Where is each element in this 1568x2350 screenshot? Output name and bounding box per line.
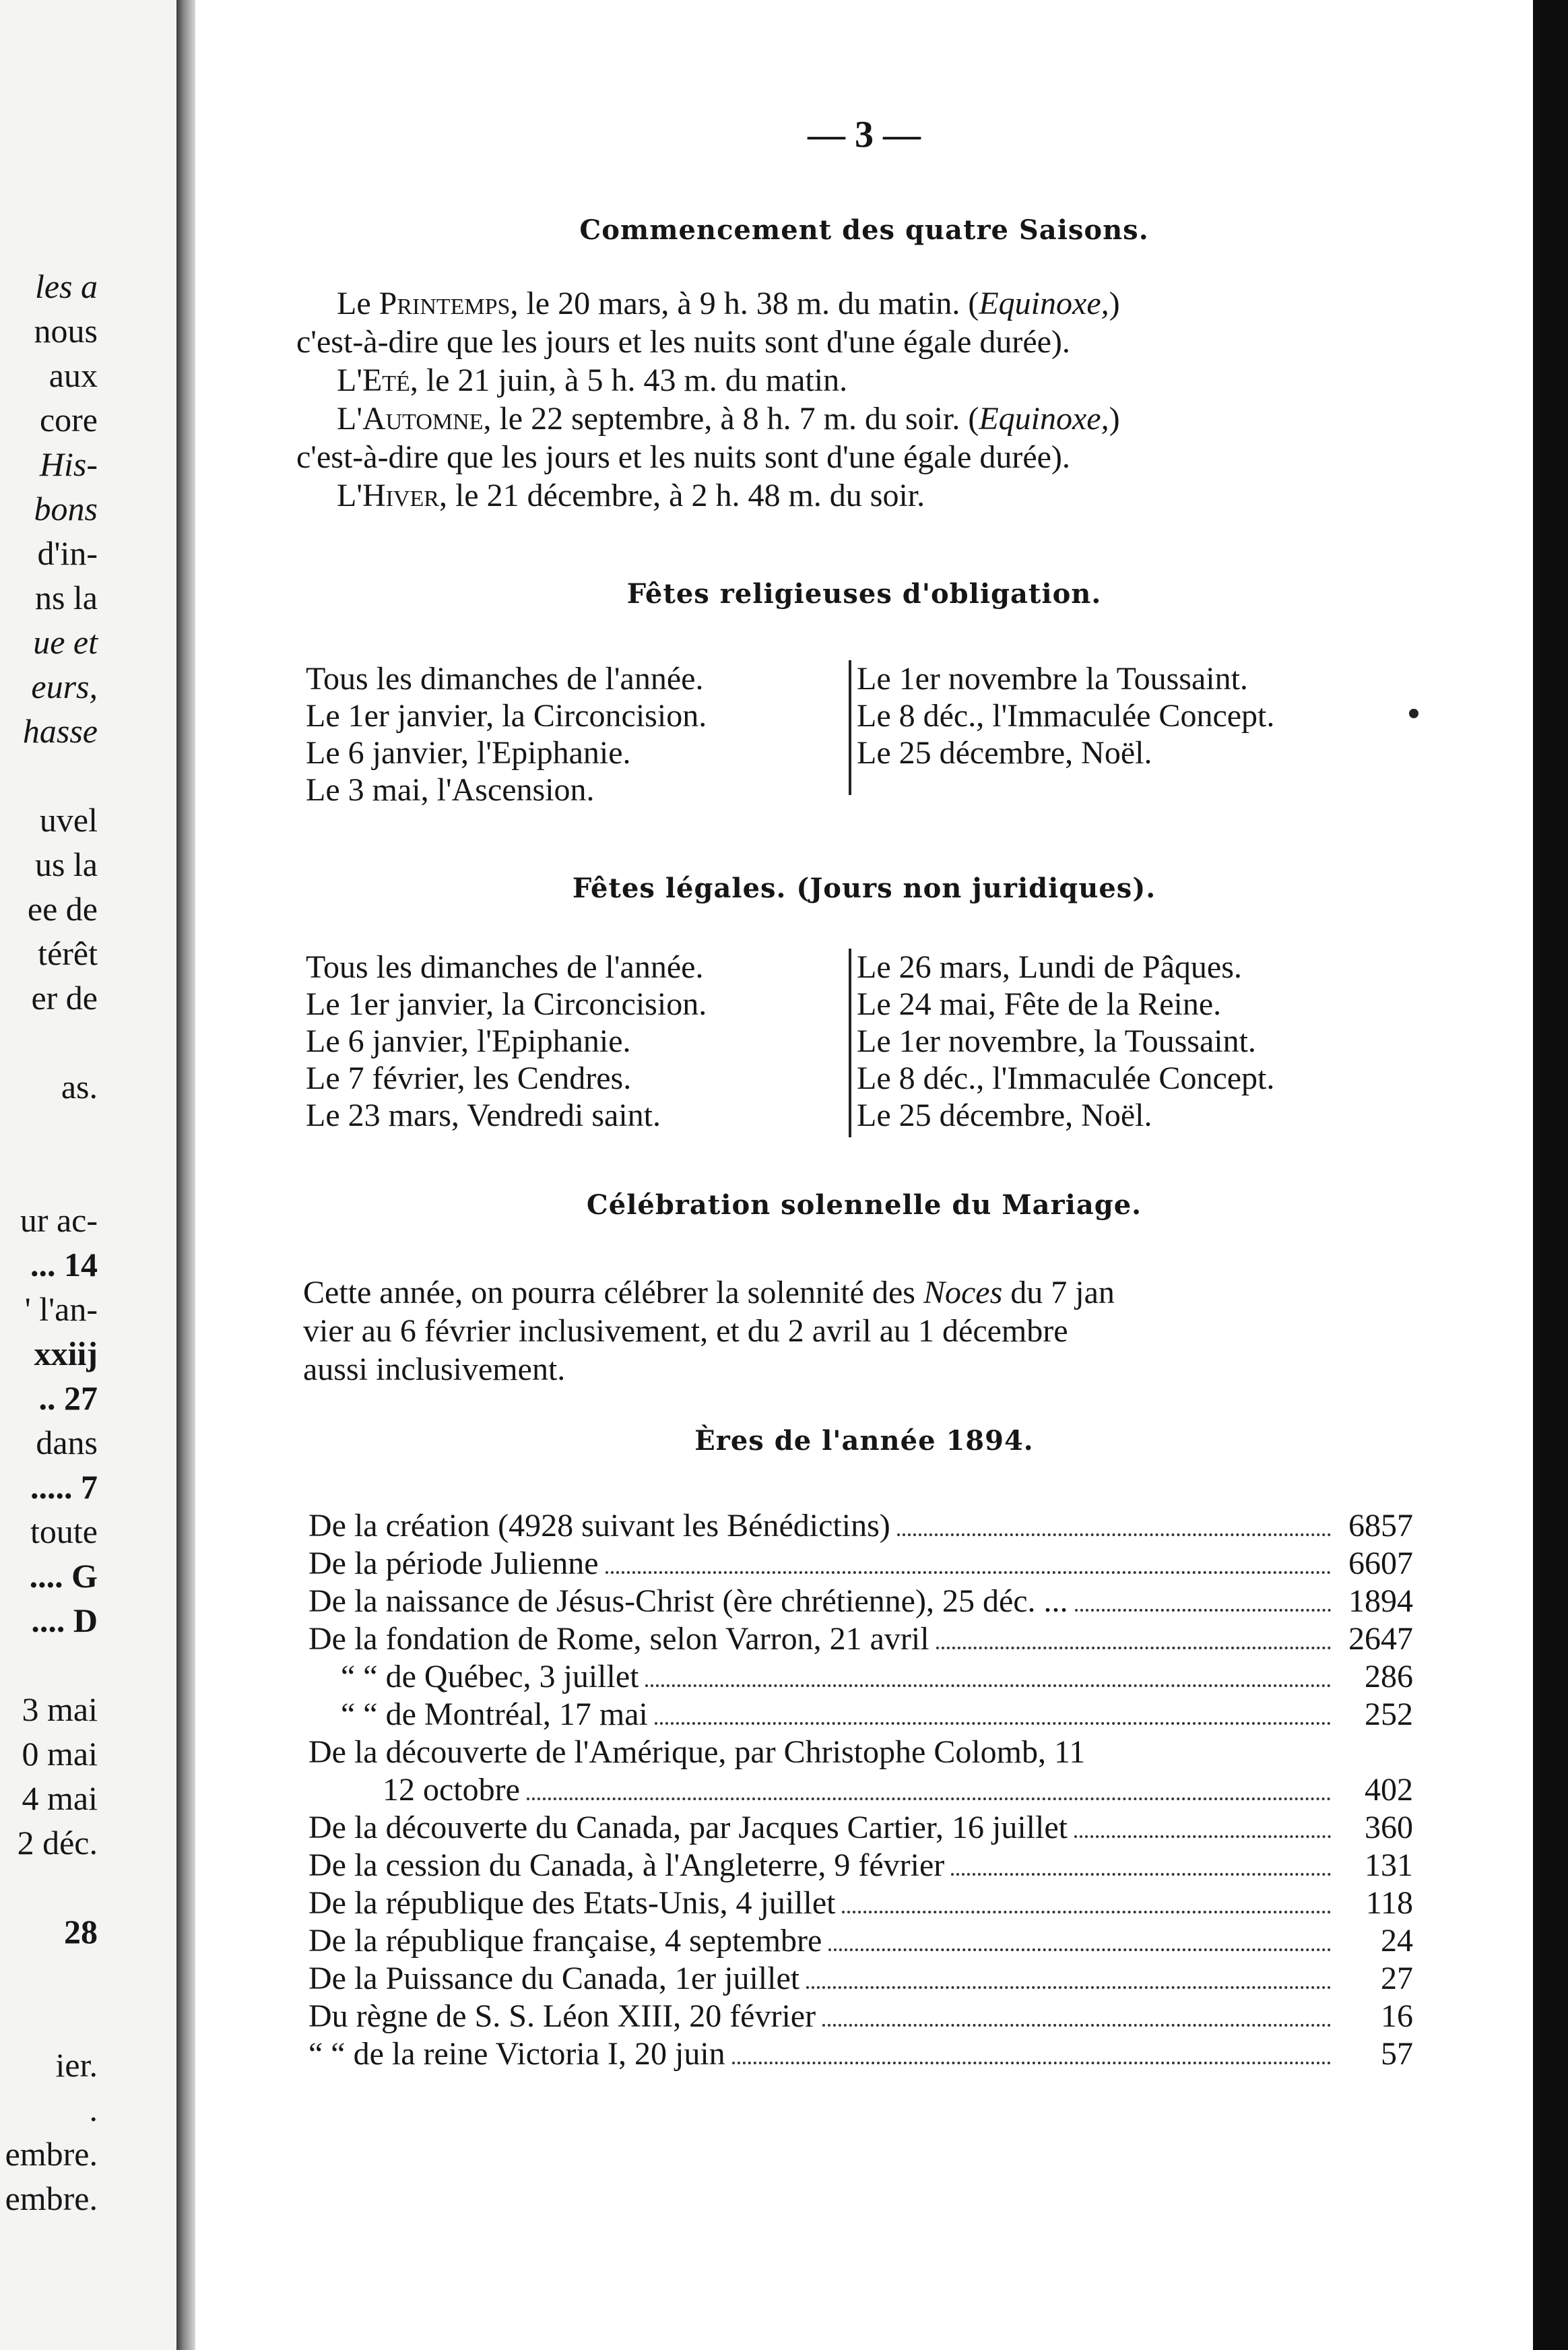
- text-run: L': [337, 362, 362, 398]
- dot-leader: [951, 1873, 1331, 1876]
- era-row: [308, 1620, 1413, 1658]
- era-year-count: 1894: [1348, 1583, 1413, 1619]
- legales-right-column: [849, 949, 1274, 1137]
- era-label: De la période Julienne: [308, 1546, 599, 1581]
- era-year-count: 118: [1365, 1885, 1413, 1921]
- book-gutter: [176, 0, 195, 2350]
- era-row: [308, 1922, 1413, 1960]
- era-label: “ “ de Québec, 3 juillet: [341, 1659, 639, 1694]
- era-year-count: 6607: [1348, 1546, 1413, 1581]
- dot-leader: [806, 1986, 1331, 1989]
- dot-leader: [645, 1684, 1331, 1687]
- era-row: [308, 1507, 1413, 1545]
- era-row: [308, 2035, 1413, 2073]
- margin-dot: [1409, 709, 1418, 718]
- era-year-count: 131: [1365, 1847, 1413, 1883]
- text-run: Eté: [362, 362, 410, 398]
- feast-item: Le 25 décembre, Noël.: [857, 735, 1152, 771]
- text-line: [296, 323, 1401, 361]
- feast-item: Tous les dimanches de l'année.: [306, 661, 704, 697]
- feast-item: Le 23 mars, Vendredi saint.: [306, 1098, 661, 1133]
- facing-page-line: ur ac-: [20, 1201, 98, 1239]
- dot-leader: [1074, 1835, 1331, 1838]
- text-run: c'est-à-dire que les jours et les nuits sont d'une égale durée).: [296, 439, 1070, 475]
- facing-page-line: as.: [61, 1068, 98, 1106]
- era-year-count: 6857: [1348, 1508, 1413, 1544]
- facing-page-line: er de: [31, 979, 98, 1017]
- text-line: [296, 400, 1401, 438]
- text-run: Hiver: [362, 478, 439, 513]
- text-line: [296, 284, 1401, 323]
- text-run: Automne: [362, 401, 484, 437]
- text-run: , le 21 décembre, à 2 h. 48 m. du soir.: [438, 478, 925, 513]
- facing-page-line: uvel: [39, 801, 98, 839]
- facing-page-line: ..... 7: [30, 1468, 98, 1506]
- dot-leader: [828, 1948, 1331, 1951]
- facing-page-line: d'in-: [37, 534, 98, 572]
- text-run: Equinoxe,: [979, 286, 1109, 321]
- facing-page-line: us la: [34, 846, 98, 883]
- era-year-count: 402: [1365, 1772, 1413, 1808]
- facing-page-line: ier.: [55, 2046, 98, 2084]
- text-run: Le: [337, 286, 379, 321]
- era-row: [308, 1734, 1413, 1771]
- text-run: ): [1109, 401, 1120, 437]
- feast-item: Le 24 mai, Fête de la Reine.: [857, 986, 1222, 1022]
- era-row: [308, 1658, 1413, 1696]
- facing-page-line: ue et: [33, 623, 98, 661]
- feast-item: Le 1er janvier, la Circoncision.: [306, 986, 707, 1022]
- text-run: L': [337, 478, 362, 513]
- seasons-paragraph: [296, 284, 1401, 515]
- era-year-count: 360: [1365, 1810, 1413, 1845]
- facing-page-line: ee de: [27, 890, 98, 928]
- dot-leader: [655, 1722, 1331, 1725]
- facing-page-line: .... G: [29, 1557, 98, 1595]
- era-year-count: 24: [1381, 1923, 1413, 1959]
- facing-page-line: 3 mai: [22, 1690, 98, 1728]
- feast-item: Le 3 mai, l'Ascension.: [306, 772, 595, 808]
- legales-heading: Fêtes légales. (Jours non juridiques).: [572, 872, 1156, 904]
- seasons-heading: Commencement des quatre Saisons.: [579, 214, 1149, 246]
- obligation-left-column: [306, 660, 707, 808]
- era-label: Du règne de S. S. Léon XIII, 20 février: [308, 1998, 816, 2034]
- text-run: Noces: [923, 1275, 1003, 1310]
- feast-item: Tous les dimanches de l'année.: [306, 949, 704, 985]
- text-line: [303, 1312, 1394, 1350]
- text-run: L': [337, 401, 362, 437]
- obligation-heading: Fêtes religieuses d'obligation.: [626, 578, 1102, 610]
- eres-heading: Ères de l'année 1894.: [694, 1425, 1034, 1457]
- feast-item: Le 1er novembre, la Toussaint.: [857, 1023, 1256, 1059]
- era-row: [308, 1960, 1413, 1998]
- era-row: [308, 1884, 1413, 1922]
- text-run: , le 21 juin, à 5 h. 43 m. du matin.: [410, 362, 848, 398]
- facing-page-line: toute: [30, 1513, 98, 1550]
- mariage-heading: Célébration solennelle du Mariage.: [586, 1189, 1142, 1221]
- feast-item: Le 8 déc., l'Immaculée Concept.: [857, 698, 1275, 734]
- facing-page-fragment: [0, 0, 185, 2350]
- era-row: [308, 1545, 1413, 1583]
- facing-page-line: dans: [36, 1424, 98, 1461]
- feast-item: Le 1er novembre la Toussaint.: [857, 661, 1248, 697]
- facing-page-line: embre.: [5, 2180, 98, 2217]
- era-label: “ “ de la reine Victoria I, 20 juin: [308, 2036, 725, 2072]
- facing-page-line: .: [89, 2091, 98, 2128]
- dot-leader: [1075, 1609, 1331, 1612]
- era-label: De la Puissance du Canada, 1er juillet: [308, 1961, 800, 1996]
- text-run: c'est-à-dire que les jours et les nuits sont d'une égale durée).: [296, 324, 1070, 360]
- facing-page-line: hasse: [22, 712, 98, 750]
- facing-page-line: aux: [48, 356, 98, 394]
- era-label: De la création (4928 suivant les Bénédictins): [308, 1508, 890, 1544]
- facing-page-line: 2 déc.: [17, 1824, 98, 1862]
- facing-page-line: 28: [64, 1913, 98, 1950]
- era-row: [308, 1809, 1413, 1847]
- feast-item: Le 26 mars, Lundi de Pâques.: [857, 949, 1242, 985]
- text-run: , le 20 mars, à 9 h. 38 m. du matin. (: [510, 286, 979, 321]
- feast-item: Le 1er janvier, la Circoncision.: [306, 698, 707, 734]
- feast-item: Le 7 février, les Cendres.: [306, 1060, 632, 1096]
- era-label: De la fondation de Rome, selon Varron, 21 avril: [308, 1621, 929, 1657]
- facing-page-line: ' l'an-: [24, 1290, 98, 1328]
- text-line: [296, 438, 1401, 476]
- text-run: vier au 6 février inclusivement, et du 2 avril au 1 décembre: [303, 1313, 1068, 1349]
- text-line: [296, 361, 1401, 400]
- text-run: Cette année, on pourra célébrer la solennité des: [303, 1275, 923, 1310]
- text-run: aussi inclusivement.: [303, 1352, 566, 1387]
- scan-edge: [1533, 0, 1568, 2350]
- era-label: De la naissance de Jésus-Christ (ère chrétienne), 25 déc. ...: [308, 1583, 1068, 1619]
- feast-item: Le 25 décembre, Noël.: [857, 1098, 1152, 1133]
- facing-page-line: .. 27: [38, 1379, 98, 1417]
- era-row: [308, 1998, 1413, 2035]
- dot-leader: [822, 2024, 1331, 2027]
- era-year-count: 57: [1381, 2036, 1413, 2072]
- era-row: [308, 1771, 1413, 1809]
- text-line: [303, 1350, 1394, 1389]
- facing-page-line: bons: [34, 490, 98, 528]
- dot-leader: [897, 1533, 1331, 1536]
- era-label: “ “ de Montréal, 17 mai: [341, 1696, 648, 1732]
- text-run: du 7 jan: [1002, 1275, 1115, 1310]
- text-line: [296, 476, 1401, 515]
- facing-page-line: 4 mai: [22, 1779, 98, 1817]
- facing-page-line: core: [39, 401, 98, 439]
- facing-page-line: ns la: [34, 579, 98, 616]
- facing-page-line: xxiij: [34, 1335, 98, 1372]
- text-run: Equinoxe,: [979, 401, 1109, 437]
- facing-page-line: 0 mai: [22, 1735, 98, 1773]
- dot-leader: [842, 1911, 1331, 1913]
- feast-item: Le 6 janvier, l'Epiphanie.: [306, 1023, 631, 1059]
- mariage-paragraph: [303, 1273, 1394, 1389]
- facing-page-line: nous: [34, 312, 98, 350]
- text-run: ): [1109, 286, 1120, 321]
- page-number: — 3 —: [808, 114, 921, 156]
- era-year-count: 27: [1381, 1961, 1413, 1996]
- era-label: 12 octobre: [383, 1772, 520, 1808]
- era-row: [308, 1847, 1413, 1884]
- text-line: [303, 1273, 1394, 1312]
- era-year-count: 286: [1365, 1659, 1413, 1694]
- text-run: Printemps: [379, 286, 511, 321]
- eres-table: [308, 1507, 1413, 2073]
- facing-page-line: .... D: [31, 1601, 98, 1639]
- dot-leader: [732, 2062, 1331, 2064]
- text-run: , le 22 septembre, à 8 h. 7 m. du soir. (: [483, 401, 979, 437]
- dot-leader: [606, 1571, 1332, 1574]
- era-row: [308, 1696, 1413, 1734]
- legales-left-column: [306, 949, 707, 1134]
- facing-page-line: embre.: [5, 2135, 98, 2173]
- feast-item: Le 6 janvier, l'Epiphanie.: [306, 735, 631, 771]
- almanac-page: [195, 0, 1533, 2350]
- facing-page-line: térêt: [38, 934, 98, 972]
- era-label: De la république des Etats-Unis, 4 juillet: [308, 1885, 836, 1921]
- feast-item: Le 8 déc., l'Immaculée Concept.: [857, 1060, 1275, 1096]
- era-row: [308, 1583, 1413, 1620]
- era-year-count: 16: [1381, 1998, 1413, 2034]
- facing-page-line: eurs,: [31, 668, 98, 705]
- facing-page-line: ... 14: [30, 1246, 98, 1283]
- facing-page-line: les a: [34, 267, 98, 305]
- era-label: De la cession du Canada, à l'Angleterre, 9 février: [308, 1847, 945, 1883]
- era-label: De la république française, 4 septembre: [308, 1923, 822, 1959]
- era-year-count: 252: [1365, 1696, 1413, 1732]
- dot-leader: [527, 1798, 1331, 1800]
- era-label: De la découverte du Canada, par Jacques Cartier, 16 juillet: [308, 1810, 1068, 1845]
- obligation-right-column: [849, 660, 1274, 795]
- facing-page-line: His-: [39, 445, 98, 483]
- dot-leader: [936, 1647, 1331, 1649]
- era-year-count: 2647: [1348, 1621, 1413, 1657]
- era-label: De la découverte de l'Amérique, par Christophe Colomb, 11: [308, 1734, 1086, 1770]
